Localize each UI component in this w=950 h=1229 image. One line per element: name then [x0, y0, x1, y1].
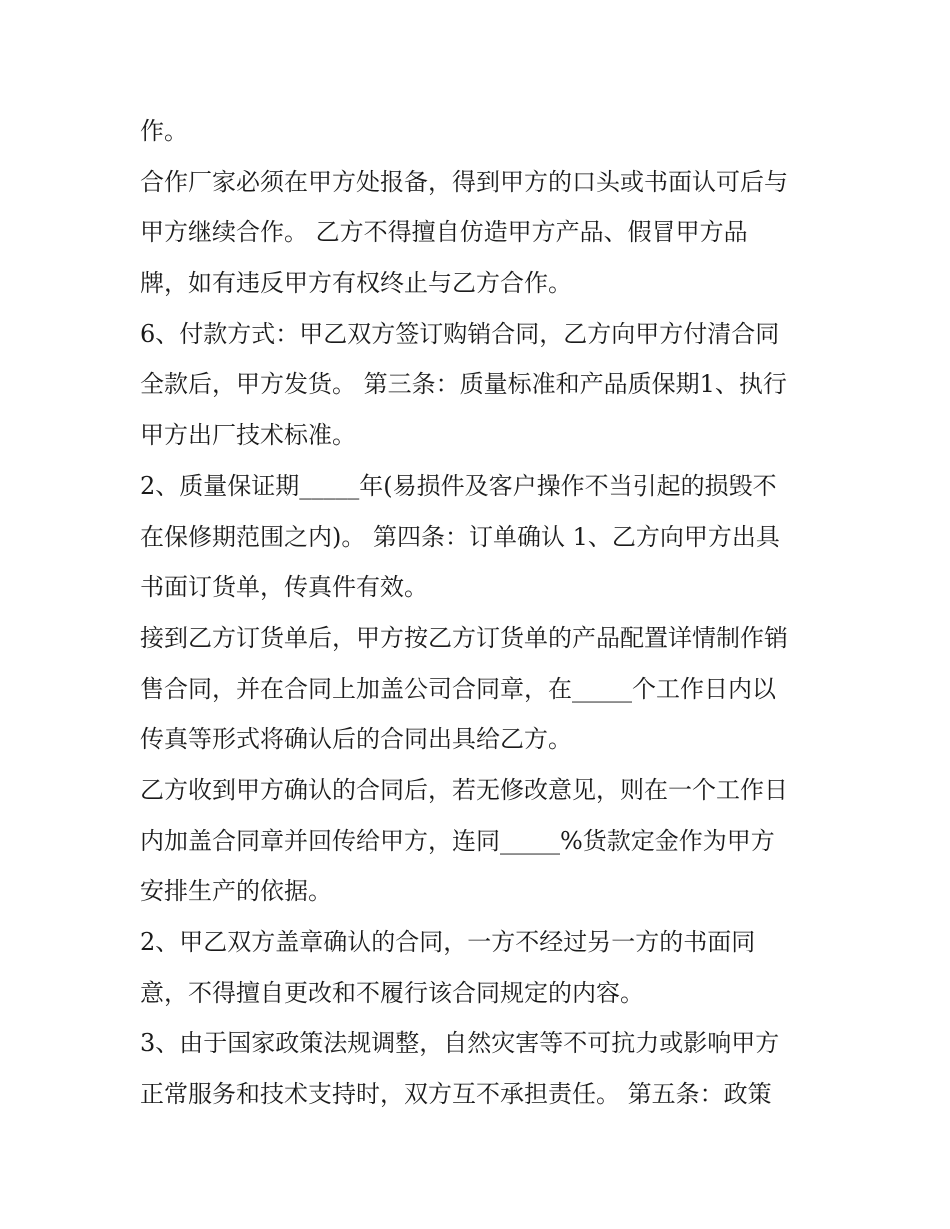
text-line: 6、付款方式：甲乙双方签订购销合同，乙方向甲方付清合同: [140, 319, 780, 348]
text-line: 接到乙方订货单后，甲方按乙方订货单的产品配置详情制作销: [140, 623, 788, 652]
text-line: 合作厂家必须在甲方处报备，得到甲方的口头或书面认可后与: [140, 167, 788, 196]
text-line: 全款后，甲方发货。 第三条：质量标准和产品质保期1、执行: [140, 370, 787, 399]
text-line: 传真等形式将确认后的合同出具给乙方。: [140, 725, 572, 754]
text-line: 书面订货单，传真件有效。: [140, 573, 428, 602]
document-body: [140, 106, 820, 1120]
text-line: 售合同，并在合同上加盖公司合同章，在_____个工作日内以: [140, 674, 776, 703]
text-line: 在保修期范围之内)。 第四条：订单确认 1、乙方向甲方出具: [140, 522, 780, 551]
text-line: 作。: [140, 117, 188, 145]
text-line: 内加盖合同章并回传给甲方，连同_____%货款定金作为甲方: [140, 826, 775, 855]
text-line: 2、质量保证期_____年(易损件及客户操作不当引起的损毁不: [140, 471, 777, 500]
text-line: 3、由于国家政策法规调整，自然灾害等不可抗力或影响甲方: [140, 1029, 780, 1058]
text-line: 意，不得擅自更改和不履行该合同规定的内容。: [140, 978, 644, 1007]
text-line: 2、甲乙双方盖章确认的合同，一方不经过另一方的书面同: [140, 928, 756, 956]
text-line: 甲方继续合作。 乙方不得擅自仿造甲方产品、假冒甲方品: [140, 218, 748, 247]
text-line: 甲方出厂技术标准。: [140, 421, 356, 450]
text-line: 安排生产的依据。: [140, 877, 332, 906]
text-line: 正常服务和技术支持时，双方互不承担责任。 第五条：政策: [140, 1080, 772, 1109]
text-line: 乙方收到甲方确认的合同后，若无修改意见，则在一个工作日: [140, 775, 788, 804]
text-line: 牌，如有违反甲方有权终止与乙方合作。: [140, 269, 572, 298]
